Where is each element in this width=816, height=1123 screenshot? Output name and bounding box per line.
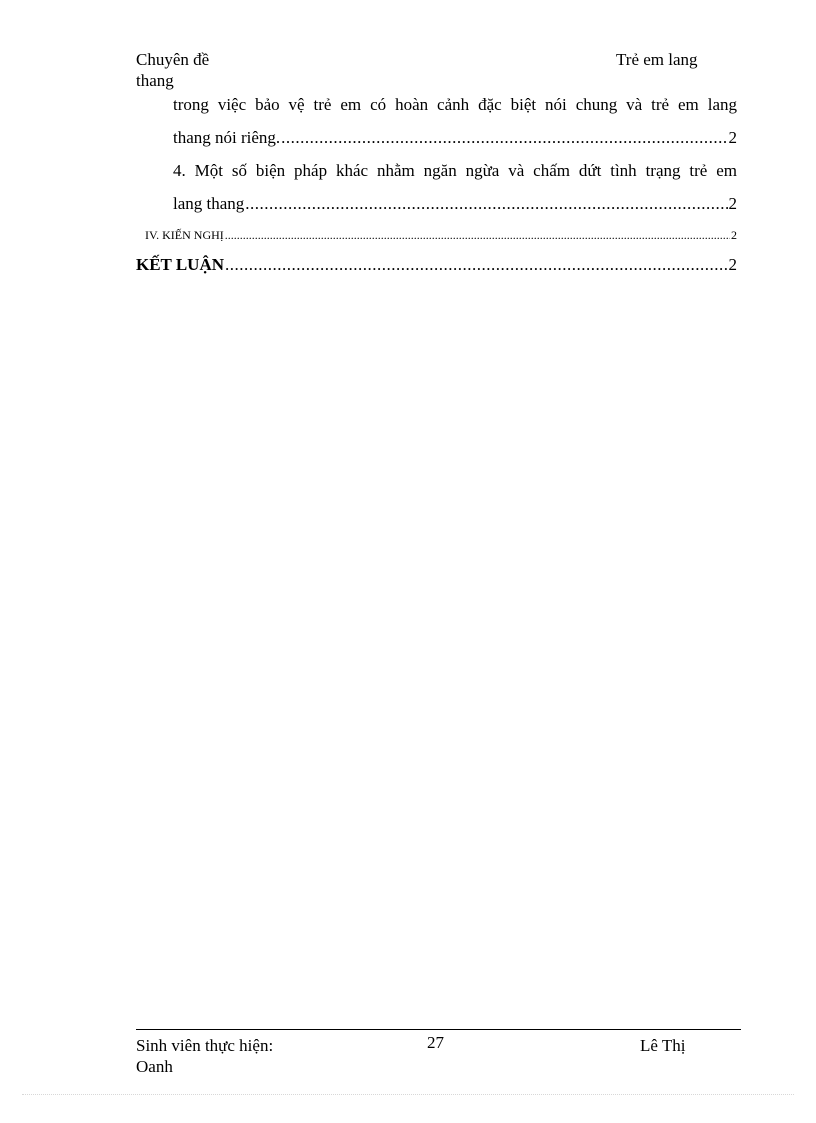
toc-item-4-leader <box>225 254 727 276</box>
toc-item-2-leader <box>245 193 727 215</box>
footer-page-number: 27 <box>427 1033 444 1052</box>
toc-item-1-line-1: trong việc bảo vệ trẻ em có hoàn cảnh đặc biệt nói chung và trẻ em lang <box>173 95 737 114</box>
page-bottom-edge <box>22 1094 794 1095</box>
toc-item-1-entry[interactable] <box>173 127 737 149</box>
toc-item-1-page: 2 <box>728 128 737 147</box>
footer-right-text: Lê Thị <box>640 1036 686 1055</box>
header-right-text: Trẻ em lang <box>616 50 698 69</box>
toc-item-3-leader <box>225 227 730 243</box>
toc-item-2-line-1: 4. Một số biện pháp khác nhằm ngăn ngừa và chấm dứt tình trạng trẻ em <box>173 161 737 180</box>
footer-left-text: Sinh viên thực hiện: <box>136 1036 274 1055</box>
toc-item-4-page: 2 <box>728 255 737 274</box>
toc-item-4-entry[interactable] <box>136 254 737 276</box>
header-left-text: Chuyên đề <box>136 50 210 69</box>
toc-item-3-entry[interactable] <box>145 227 737 243</box>
toc-item-3-page: 2 <box>731 228 737 242</box>
toc-item-1-leader <box>281 127 727 149</box>
toc-item-3-label: IV. KIẾN NGHỊ <box>145 228 224 242</box>
toc-item-1-label: thang nói riêng. <box>173 128 281 147</box>
toc-item-2-label: lang thang <box>173 194 245 213</box>
header-continuation-text: thang <box>136 71 174 90</box>
footer-divider <box>136 1029 741 1030</box>
toc-item-2-entry[interactable] <box>173 193 737 215</box>
footer-continuation-text: Oanh <box>136 1057 173 1076</box>
toc-item-2-page: 2 <box>728 194 737 213</box>
toc-item-4-label: KẾT LUẬN <box>136 255 225 274</box>
